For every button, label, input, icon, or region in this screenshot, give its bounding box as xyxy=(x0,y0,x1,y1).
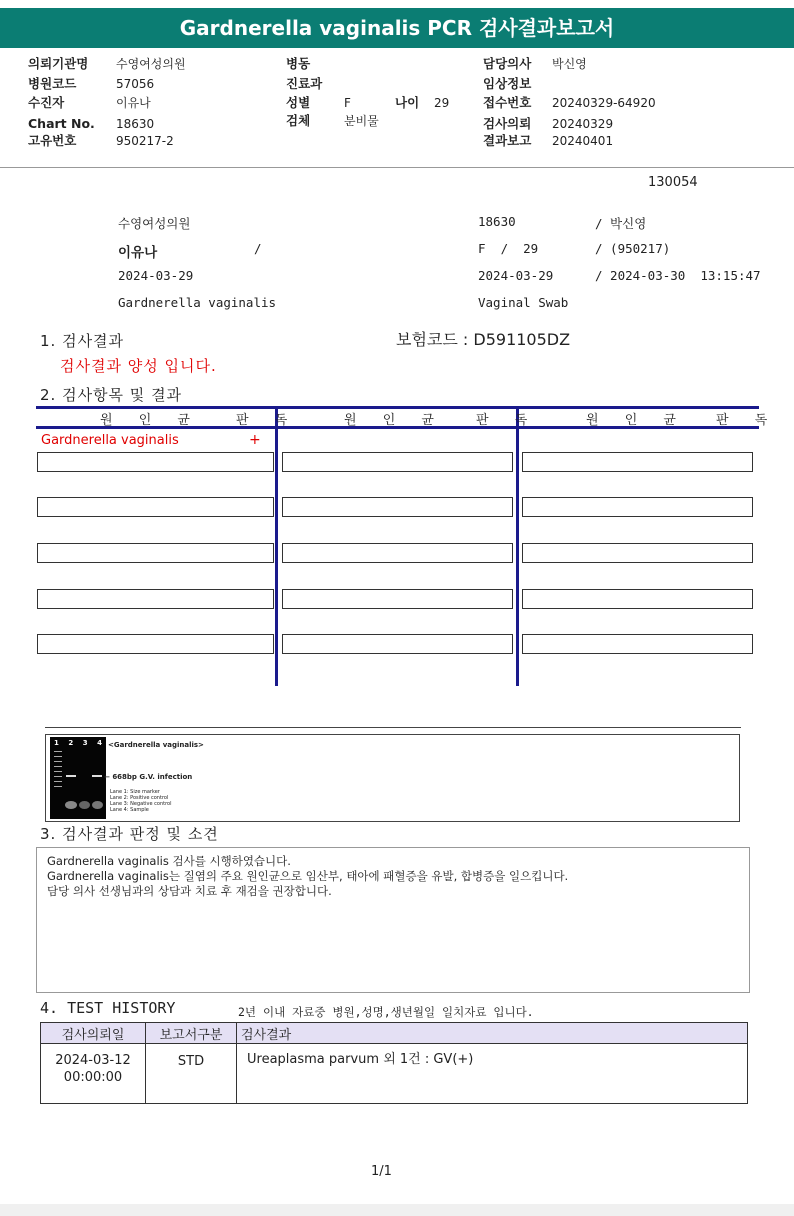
gel-image xyxy=(50,737,106,819)
col3-judgement-header: 판 독 xyxy=(716,413,779,428)
insurance-code: 보험코드 : D591105DZ xyxy=(396,330,571,349)
summary-date2: 2024-03-29 xyxy=(478,268,554,283)
summary-chart: 18630 xyxy=(478,214,516,229)
chart-value: 18630 xyxy=(116,117,155,131)
history-header-type: 보고서구분 xyxy=(146,1023,237,1044)
result-cell-r2-c1 xyxy=(37,497,274,517)
result-cell-r2-c2 xyxy=(282,497,513,517)
section4-title: 4. TEST HISTORY xyxy=(40,999,176,1017)
section3-title: 3. 검사결과 판정 및 소견 xyxy=(40,825,219,843)
lane-label-2: 2 xyxy=(68,739,74,747)
page-bottom-strip xyxy=(0,1204,794,1216)
result-cell-r4-c2 xyxy=(282,589,513,609)
doctor-label: 담당의사 xyxy=(483,56,532,71)
history-header-row xyxy=(41,1023,748,1044)
sex-label: 성별 xyxy=(286,95,311,110)
legend-lane-1: Lane 1: Size marker xyxy=(110,789,160,795)
table-col-divider-1 xyxy=(275,406,278,686)
history-header-result: 검사결과 xyxy=(237,1023,748,1044)
report-value: 20240401 xyxy=(552,134,614,148)
clinical-label: 임상정보 xyxy=(483,76,532,91)
patient-label: 수진자 xyxy=(28,95,65,110)
result-cell-r5-c3 xyxy=(522,634,753,654)
result-message: 검사결과 양성 입니다. xyxy=(60,357,217,375)
sex-value: F xyxy=(344,96,351,110)
gel-image-panel xyxy=(45,734,740,822)
primer-dimer-2 xyxy=(65,801,77,809)
summary-sex-age: F / 29 xyxy=(478,241,539,256)
band-positive xyxy=(66,775,76,777)
receipt-value: 20240329-64920 xyxy=(552,96,656,110)
receipt-label: 접수번호 xyxy=(483,95,532,110)
summary-test-name: Gardnerella vaginalis xyxy=(118,295,277,310)
gel-top-rule xyxy=(45,727,741,728)
result-cell-r5-c2 xyxy=(282,634,513,654)
specimen-value: 분비물 xyxy=(344,114,379,128)
summary-doctor: / 박신영 xyxy=(595,216,647,231)
col1-pathogen-header: 원 인 균 xyxy=(100,413,201,428)
id-number: 130054 xyxy=(648,175,698,190)
age-value: 29 xyxy=(434,96,450,110)
uid-value: 950217-2 xyxy=(116,134,174,148)
gel-legend xyxy=(110,789,172,813)
summary-specimen: Vaginal Swab xyxy=(478,295,569,310)
dept-label: 진료과 xyxy=(286,76,323,91)
band-label-text: 668bp G.V. infection xyxy=(112,773,193,781)
primer-dimer-4 xyxy=(92,801,103,809)
result-cell-r2-c3 xyxy=(522,497,753,517)
history-table xyxy=(40,1022,748,1104)
chart-label: Chart No. xyxy=(28,116,95,131)
gel-title: <Gardnerella vaginalis> xyxy=(108,741,204,749)
request-value: 20240329 xyxy=(552,117,614,131)
summary-patient: 이유나 xyxy=(118,245,158,261)
result-cell-r1-c2 xyxy=(282,452,513,472)
item-pathogen-name: Gardnerella vaginalis xyxy=(41,433,179,448)
band-sample xyxy=(92,775,102,777)
table-col-divider-2 xyxy=(516,406,519,686)
history-time: 00:00:00 xyxy=(63,1070,123,1085)
result-cell-r5-c1 xyxy=(37,634,274,654)
legend-lane-2: Lane 2: Positive control xyxy=(110,795,169,801)
header-divider xyxy=(0,167,794,168)
result-cell-r4-c3 xyxy=(522,589,753,609)
uid-label: 고유번호 xyxy=(28,133,77,148)
specimen-label: 검체 xyxy=(286,113,311,128)
history-note: 2년 이내 자료중 병원,성명,생년월일 일치자료 입니다. xyxy=(238,1005,534,1019)
lane-label-3: 3 xyxy=(82,739,88,747)
section2-title: 2. 검사항목 및 결과 xyxy=(40,386,183,404)
history-date: 2024-03-12 xyxy=(55,1053,131,1068)
hospital-value: 수영여성의원 xyxy=(116,57,186,71)
table-row xyxy=(41,1044,748,1104)
opinion-line-1: Gardnerella vaginalis 검사를 시행하였습니다. xyxy=(47,854,291,868)
result-cell-r3-c1 xyxy=(37,543,274,563)
lane-label-1: 1 xyxy=(54,739,59,747)
summary-date1: 2024-03-29 xyxy=(118,268,194,283)
lane-label-4: 4 xyxy=(97,739,102,747)
summary-birth: / (950217) xyxy=(595,241,671,256)
col2-pathogen-header: 원 인 균 xyxy=(344,413,445,428)
hospital-label: 의뢰기관명 xyxy=(28,56,89,71)
report-title: Gardnerella vaginalis PCR 검사결과보고서 xyxy=(0,8,794,48)
opinion-line-3: 담당 의사 선생님과의 상담과 치료 후 재검을 권장합니다. xyxy=(47,884,332,898)
col1-judgement-header: 판 독 xyxy=(236,413,299,428)
legend-lane-4: Lane 4: Sample xyxy=(110,807,149,813)
patient-value: 이유나 xyxy=(116,96,151,110)
summary-datetime: / 2024-03-30 13:15:47 xyxy=(595,268,761,283)
history-result: Ureaplasma parvum 외 1건 : GV(+) xyxy=(237,1044,748,1104)
ward-label: 병동 xyxy=(286,56,311,71)
opinion-box xyxy=(36,847,750,993)
result-cell-r4-c1 xyxy=(37,589,274,609)
size-marker-ladder xyxy=(54,751,62,791)
primer-dimer-3 xyxy=(79,801,90,809)
result-cell-r1-c3 xyxy=(522,452,753,472)
band-label: ← 668bp G.V. infection xyxy=(104,773,193,781)
section1-title: 1. 검사결과 xyxy=(40,332,125,350)
report-label: 결과보고 xyxy=(483,133,532,148)
history-date-cell xyxy=(41,1044,146,1104)
result-cell-r3-c2 xyxy=(282,543,513,563)
item-result: + xyxy=(249,432,261,448)
age-label: 나이 xyxy=(395,95,420,110)
col2-judgement-header: 판 독 xyxy=(476,413,539,428)
summary-slash: / xyxy=(254,241,262,256)
history-type: STD xyxy=(146,1044,237,1104)
page-number: 1/1 xyxy=(371,1164,392,1179)
code-label: 병원코드 xyxy=(28,76,77,91)
legend-lane-3: Lane 3: Negative control xyxy=(110,801,172,807)
result-cell-r1-c1 xyxy=(37,452,274,472)
opinion-line-2: Gardnerella vaginalis는 질염의 주요 원인균으로 임산부, 태아에 패혈증을 유발, 합병증을 일으킵니다. xyxy=(47,869,569,883)
history-header-date: 검사의뢰일 xyxy=(41,1023,146,1044)
doctor-value: 박신영 xyxy=(552,57,587,71)
col3-pathogen-header: 원 인 균 xyxy=(586,413,687,428)
result-cell-r3-c3 xyxy=(522,543,753,563)
request-label: 검사의뢰 xyxy=(483,116,532,131)
summary-hospital: 수영여성의원 xyxy=(118,216,191,231)
code-value: 57056 xyxy=(116,77,155,91)
